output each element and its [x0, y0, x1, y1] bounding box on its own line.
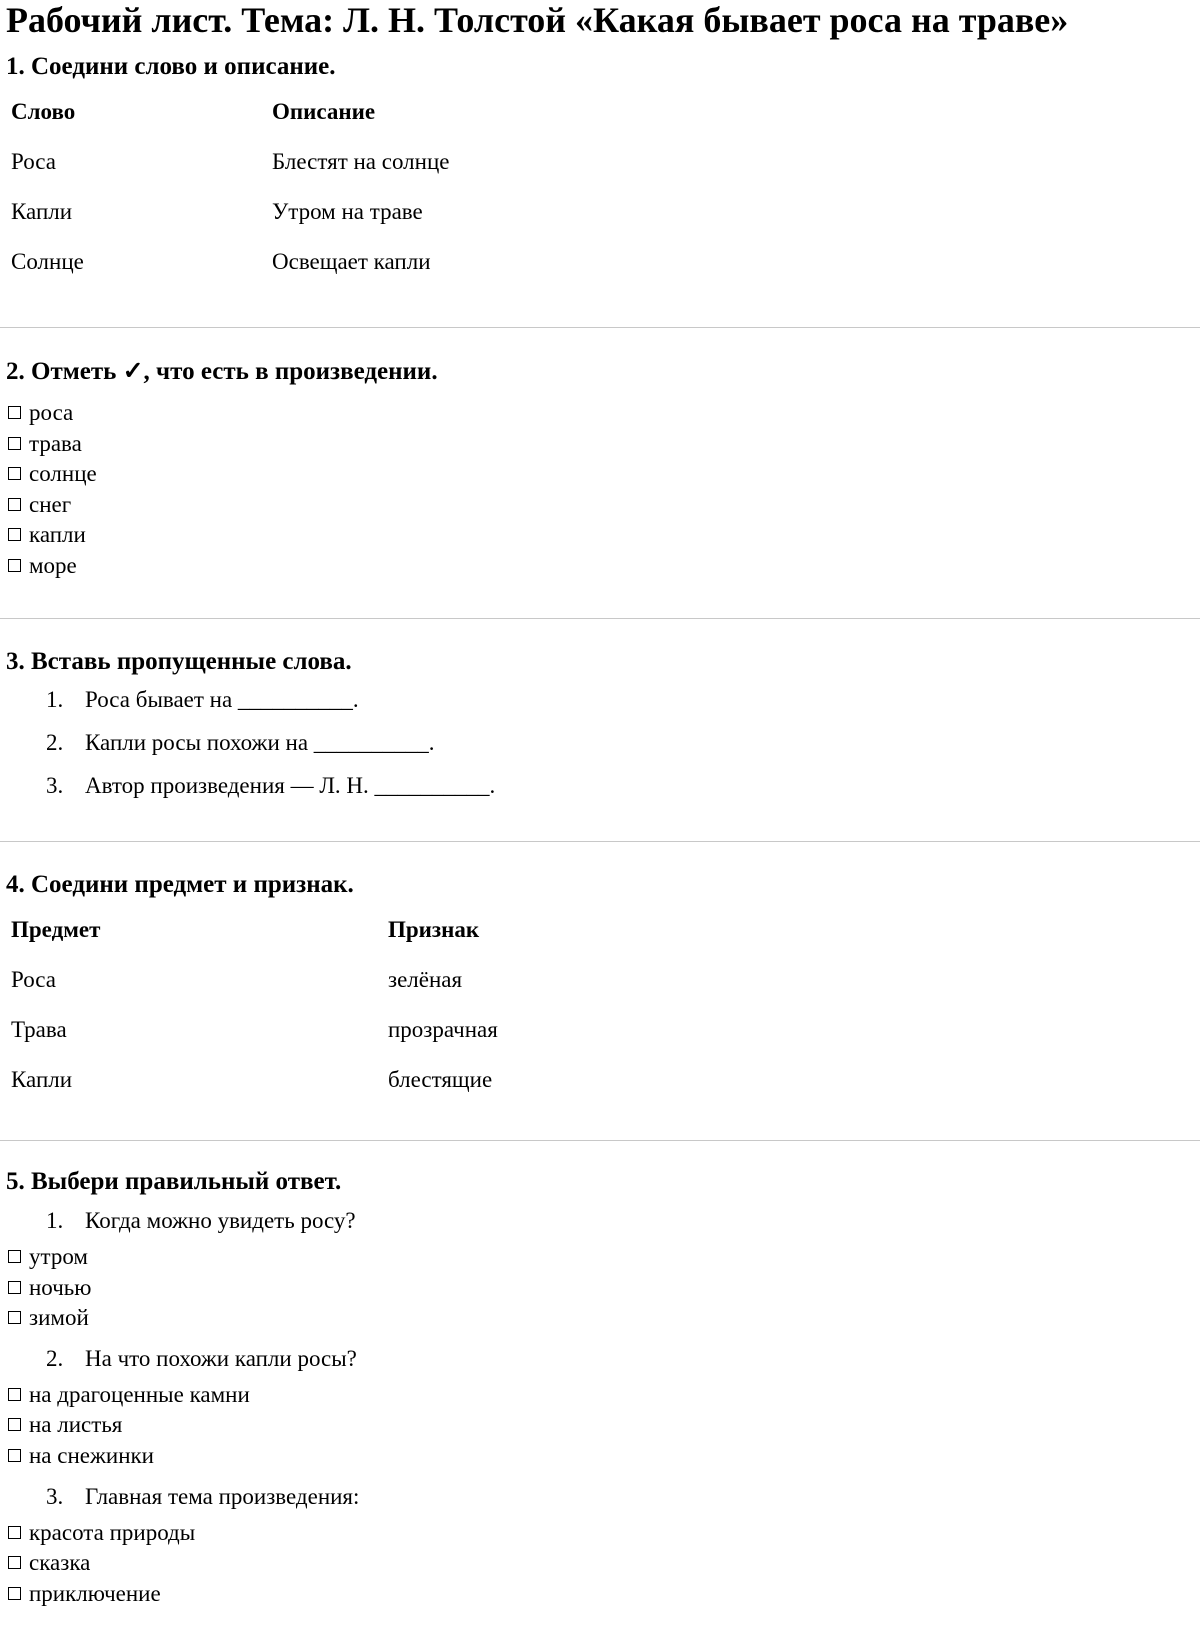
- checkbox[interactable]: [8, 1250, 21, 1263]
- question-text: Главная тема произведения:: [85, 1483, 360, 1509]
- section-divider: [0, 618, 1200, 619]
- section-divider: [0, 841, 1200, 842]
- task-4-heading: 4. Соедини предмет и признак.: [6, 871, 354, 898]
- task-3-list: [6, 678, 1200, 807]
- checkbox[interactable]: [8, 406, 21, 419]
- list-item[interactable]: [6, 490, 1200, 521]
- option-label: солнце: [29, 461, 97, 487]
- page-title: Рабочий лист. Тема: Л. Н. Толстой «Какая бывает роса на траве»: [6, 0, 1069, 40]
- list-item[interactable]: [6, 1380, 1200, 1411]
- word-cell: Роса: [11, 149, 56, 174]
- option-label: утром: [29, 1244, 88, 1269]
- object-cell: Роса: [11, 967, 56, 992]
- attribute-cell: прозрачная: [388, 1017, 498, 1042]
- checkbox[interactable]: [8, 1281, 21, 1294]
- fill-in-sentence: Автор произведения — Л. Н. __________.: [85, 773, 496, 798]
- task-1-heading: 1. Соедини слово и описание.: [6, 53, 336, 80]
- list-item: [6, 764, 1200, 807]
- item-number: 3.: [46, 773, 64, 798]
- question: [6, 1338, 1200, 1380]
- checkbox[interactable]: [8, 559, 21, 572]
- item-number: 2.: [46, 730, 64, 755]
- description-cell: Освещает капли: [272, 249, 431, 274]
- checkbox[interactable]: [8, 1449, 21, 1462]
- checkbox[interactable]: [8, 437, 21, 450]
- task-1-table: [6, 87, 449, 287]
- option-label: на листья: [29, 1412, 123, 1438]
- word-cell: Капли: [11, 199, 73, 224]
- item-number: 1.: [46, 687, 64, 712]
- option-label: капли: [29, 522, 86, 548]
- question: [6, 1476, 1200, 1518]
- table-row: [6, 237, 449, 287]
- fill-in-sentence: Капли росы похожи на __________.: [85, 730, 435, 755]
- option-label: приключение: [29, 1580, 161, 1606]
- object-cell: Трава: [11, 1017, 67, 1042]
- column-header-object: Предмет: [11, 917, 101, 942]
- task-2-checklist: [6, 398, 1200, 582]
- answer-options: [6, 1380, 1200, 1472]
- list-item[interactable]: [6, 1579, 1200, 1610]
- task-3: [6, 647, 1200, 807]
- list-item[interactable]: [6, 551, 1200, 582]
- option-label: море: [29, 552, 77, 578]
- option-label: зимой: [29, 1305, 89, 1331]
- description-cell: Блестят на солнце: [272, 149, 450, 174]
- table-row: [6, 1005, 498, 1055]
- option-label: красота природы: [29, 1519, 196, 1545]
- task-5-heading: 5. Выбери правильный ответ.: [6, 1168, 342, 1195]
- task-2-heading: 2. Отметь ✓, что есть в произведении.: [6, 358, 438, 385]
- task-2: [6, 357, 1200, 582]
- question-number: 3.: [46, 1483, 64, 1509]
- table-row: [6, 955, 498, 1005]
- answer-options: [6, 1518, 1200, 1610]
- list-item[interactable]: [6, 1273, 1200, 1304]
- section-divider: [0, 327, 1200, 328]
- option-label: роса: [29, 400, 74, 425]
- question-text: Когда можно увидеть росу?: [85, 1208, 356, 1233]
- description-cell: Утром на траве: [272, 199, 423, 224]
- checkbox[interactable]: [8, 467, 21, 480]
- table-header-row: [6, 87, 449, 137]
- attribute-cell: блестящие: [388, 1067, 493, 1092]
- question: [6, 1200, 1200, 1242]
- object-cell: Капли: [11, 1067, 73, 1092]
- word-cell: Солнце: [11, 249, 84, 274]
- list-item: [6, 721, 1200, 764]
- column-header-word: Слово: [11, 99, 76, 124]
- list-item[interactable]: [6, 1548, 1200, 1579]
- task-3-heading: 3. Вставь пропущенные слова.: [6, 648, 352, 675]
- fill-in-sentence: Роса бывает на __________.: [85, 687, 359, 712]
- column-header-description: Описание: [272, 99, 376, 124]
- task-4: [6, 870, 1200, 1105]
- checkbox[interactable]: [8, 1311, 21, 1324]
- list-item[interactable]: [6, 1441, 1200, 1472]
- option-label: на драгоценные камни: [29, 1381, 250, 1407]
- table-row: [6, 187, 449, 237]
- table-header-row: [6, 905, 498, 955]
- list-item: [6, 678, 1200, 721]
- list-item[interactable]: [6, 1518, 1200, 1549]
- answer-options: [6, 1242, 1200, 1334]
- question-number: 1.: [46, 1208, 64, 1233]
- checkbox[interactable]: [8, 498, 21, 511]
- section-divider: [0, 1140, 1200, 1141]
- option-label: сказка: [29, 1550, 91, 1576]
- list-item[interactable]: [6, 1242, 1200, 1273]
- list-item[interactable]: [6, 1303, 1200, 1334]
- checkbox[interactable]: [8, 528, 21, 541]
- checkbox[interactable]: [8, 1388, 21, 1401]
- list-item[interactable]: [6, 398, 1200, 429]
- question-number: 2.: [46, 1345, 64, 1371]
- list-item[interactable]: [6, 429, 1200, 460]
- option-label: на снежинки: [29, 1442, 154, 1468]
- task-4-table: [6, 905, 498, 1105]
- option-label: трава: [29, 430, 82, 456]
- table-row: [6, 137, 449, 187]
- checkbox[interactable]: [8, 1587, 21, 1600]
- table-row: [6, 1055, 498, 1105]
- attribute-cell: зелёная: [388, 967, 463, 992]
- list-item[interactable]: [6, 1410, 1200, 1441]
- column-header-attribute: Признак: [388, 917, 480, 942]
- checkbox[interactable]: [8, 1418, 21, 1431]
- option-label: снег: [29, 491, 72, 517]
- list-item[interactable]: [6, 520, 1200, 551]
- checkbox[interactable]: [8, 1526, 21, 1539]
- list-item[interactable]: [6, 459, 1200, 490]
- task-5: [6, 1167, 1200, 1609]
- option-label: ночью: [29, 1274, 92, 1300]
- task-1: [6, 52, 1200, 287]
- question-text: На что похожи капли росы?: [85, 1345, 357, 1371]
- checkbox[interactable]: [8, 1556, 21, 1569]
